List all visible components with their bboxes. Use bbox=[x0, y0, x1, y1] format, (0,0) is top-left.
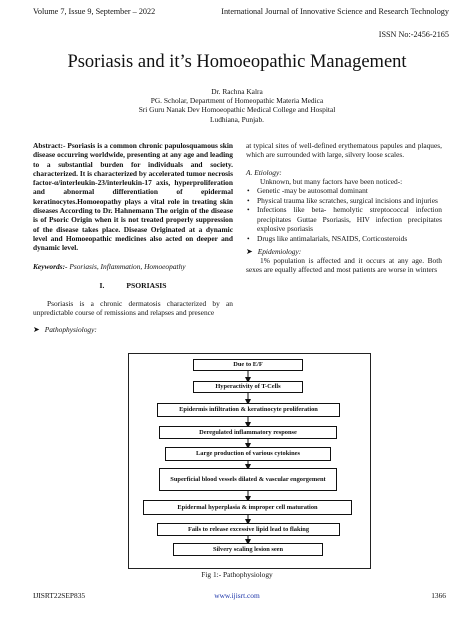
keywords-text: Psoriasis, Inflammation, Homoeopathy bbox=[67, 261, 186, 271]
arrow-bullet-icon: ➤ bbox=[246, 246, 253, 256]
etiology-heading: A. Etiology: bbox=[246, 167, 282, 177]
flowchart-step: Fails to release excessive lipid lead to flaking bbox=[157, 523, 340, 536]
paper-id: IJISRT22SEP835 bbox=[33, 591, 86, 600]
continued-paragraph: at typical sites of well-defined erythematous papules and plaques, which are surrounded with large, silvery loose scales. bbox=[246, 141, 442, 160]
pathophysiology-heading: ➤ Pathophysiology: bbox=[33, 324, 97, 334]
flowchart-step: Silvery scaling lesion seen bbox=[173, 543, 323, 556]
figure-caption: Fig 1:- Pathophysiology bbox=[201, 570, 273, 579]
arrow-bullet-icon: ➤ bbox=[33, 324, 40, 334]
abstract bbox=[33, 141, 233, 253]
right-column bbox=[246, 141, 442, 275]
left-column bbox=[33, 141, 233, 334]
author-block bbox=[0, 87, 474, 124]
section-number: I. bbox=[99, 280, 105, 290]
abstract-label: Abstract:- bbox=[33, 141, 66, 150]
flowchart-step: Epidermal hyperplasia & improper cell maturation bbox=[143, 500, 352, 515]
epidemiology-heading: ➤ Epidemiology: bbox=[246, 246, 302, 256]
author-name: Dr. Rachna Kalra bbox=[211, 87, 263, 96]
flowchart-step: Superficial blood vessels dilated & vascular engorgement bbox=[159, 468, 337, 491]
list-item: • Infections like beta- hemolytic streptococcal infection precipitates Guttae Psoriasis, HIV infection precipitates explosive psoriasis bbox=[246, 205, 442, 233]
author-affiliation: PG. Scholar, Department of Homeopathic Materia Medica bbox=[150, 96, 324, 106]
abstract-text: Psoriasis is a common chronic papulosquamous skin disease occurring worldwide, presenting at any age and leading to a substantial burden for individuals and society. characterized. It is characterized by accelerated tumor necrosis factor-α/interleukin-23/interleukin-17 axis, hyperproliferation and abnormal differentiation of epidermal keratinocytes.Homoeopathy plays a vital role in treating skin diseases According to Dr. Hahnemann The origin of the disease is of Psoric Origin when it is not treated properly suppression of the disease takes place. Disease Originated at a dynamic level and Homoeopathic medicines also acted on deeper and dynamic level. bbox=[33, 141, 233, 253]
flowchart-step: Hyperactivity of T-Cells bbox=[193, 381, 303, 393]
flowchart-step: Large production of various cytokines bbox=[165, 447, 331, 461]
list-item: • Genetic -may be autosomal dominant bbox=[246, 186, 442, 195]
volume-issue: Volume 7, Issue 9, September – 2022 bbox=[33, 7, 156, 16]
section-title: PSORIASIS bbox=[126, 280, 167, 290]
section-heading bbox=[33, 281, 233, 290]
flowchart-step: Deregulated inflammatory response bbox=[159, 426, 337, 439]
author-institution: Sri Guru Nanak Dev Homoeopathic Medical College and Hospital bbox=[138, 105, 336, 115]
flowchart-step: Due to E/F bbox=[193, 359, 303, 371]
author-location: Ludhiana, Punjab. bbox=[210, 114, 264, 124]
journal-name: International Journal of Innovative Science and Research Technology bbox=[221, 7, 449, 16]
keywords bbox=[33, 262, 233, 271]
epidemiology-paragraph: 1% population is affected and it occurs at any age. Both sexes are equally affected and most patients are worse in winters bbox=[246, 256, 442, 275]
intro-paragraph: Psoriasis is a chronic dermatosis characterized by an unpredictable course of remissions and relapses and presence bbox=[33, 299, 233, 318]
list-item: • Drugs like antimalarials, NSAIDS, Corticosteroids bbox=[246, 234, 442, 243]
page-number: 1366 bbox=[431, 591, 446, 600]
etiology-intro: Unknown, but many factors have been noticed-: bbox=[260, 176, 403, 186]
issn: ISSN No:-2456-2165 bbox=[378, 30, 449, 39]
paper-title: Psoriasis and it’s Homoeopathic Management bbox=[67, 52, 407, 72]
etiology-list bbox=[246, 186, 442, 243]
list-item: • Physical trauma like scratches, surgical incisions and injuries bbox=[246, 196, 442, 205]
flowchart-step: Epidermis infiltration & keratinocyte proliferation bbox=[157, 403, 340, 417]
journal-website-link[interactable]: www.ijisrt.com bbox=[214, 591, 260, 600]
keywords-label: Keywords:- bbox=[33, 261, 68, 271]
